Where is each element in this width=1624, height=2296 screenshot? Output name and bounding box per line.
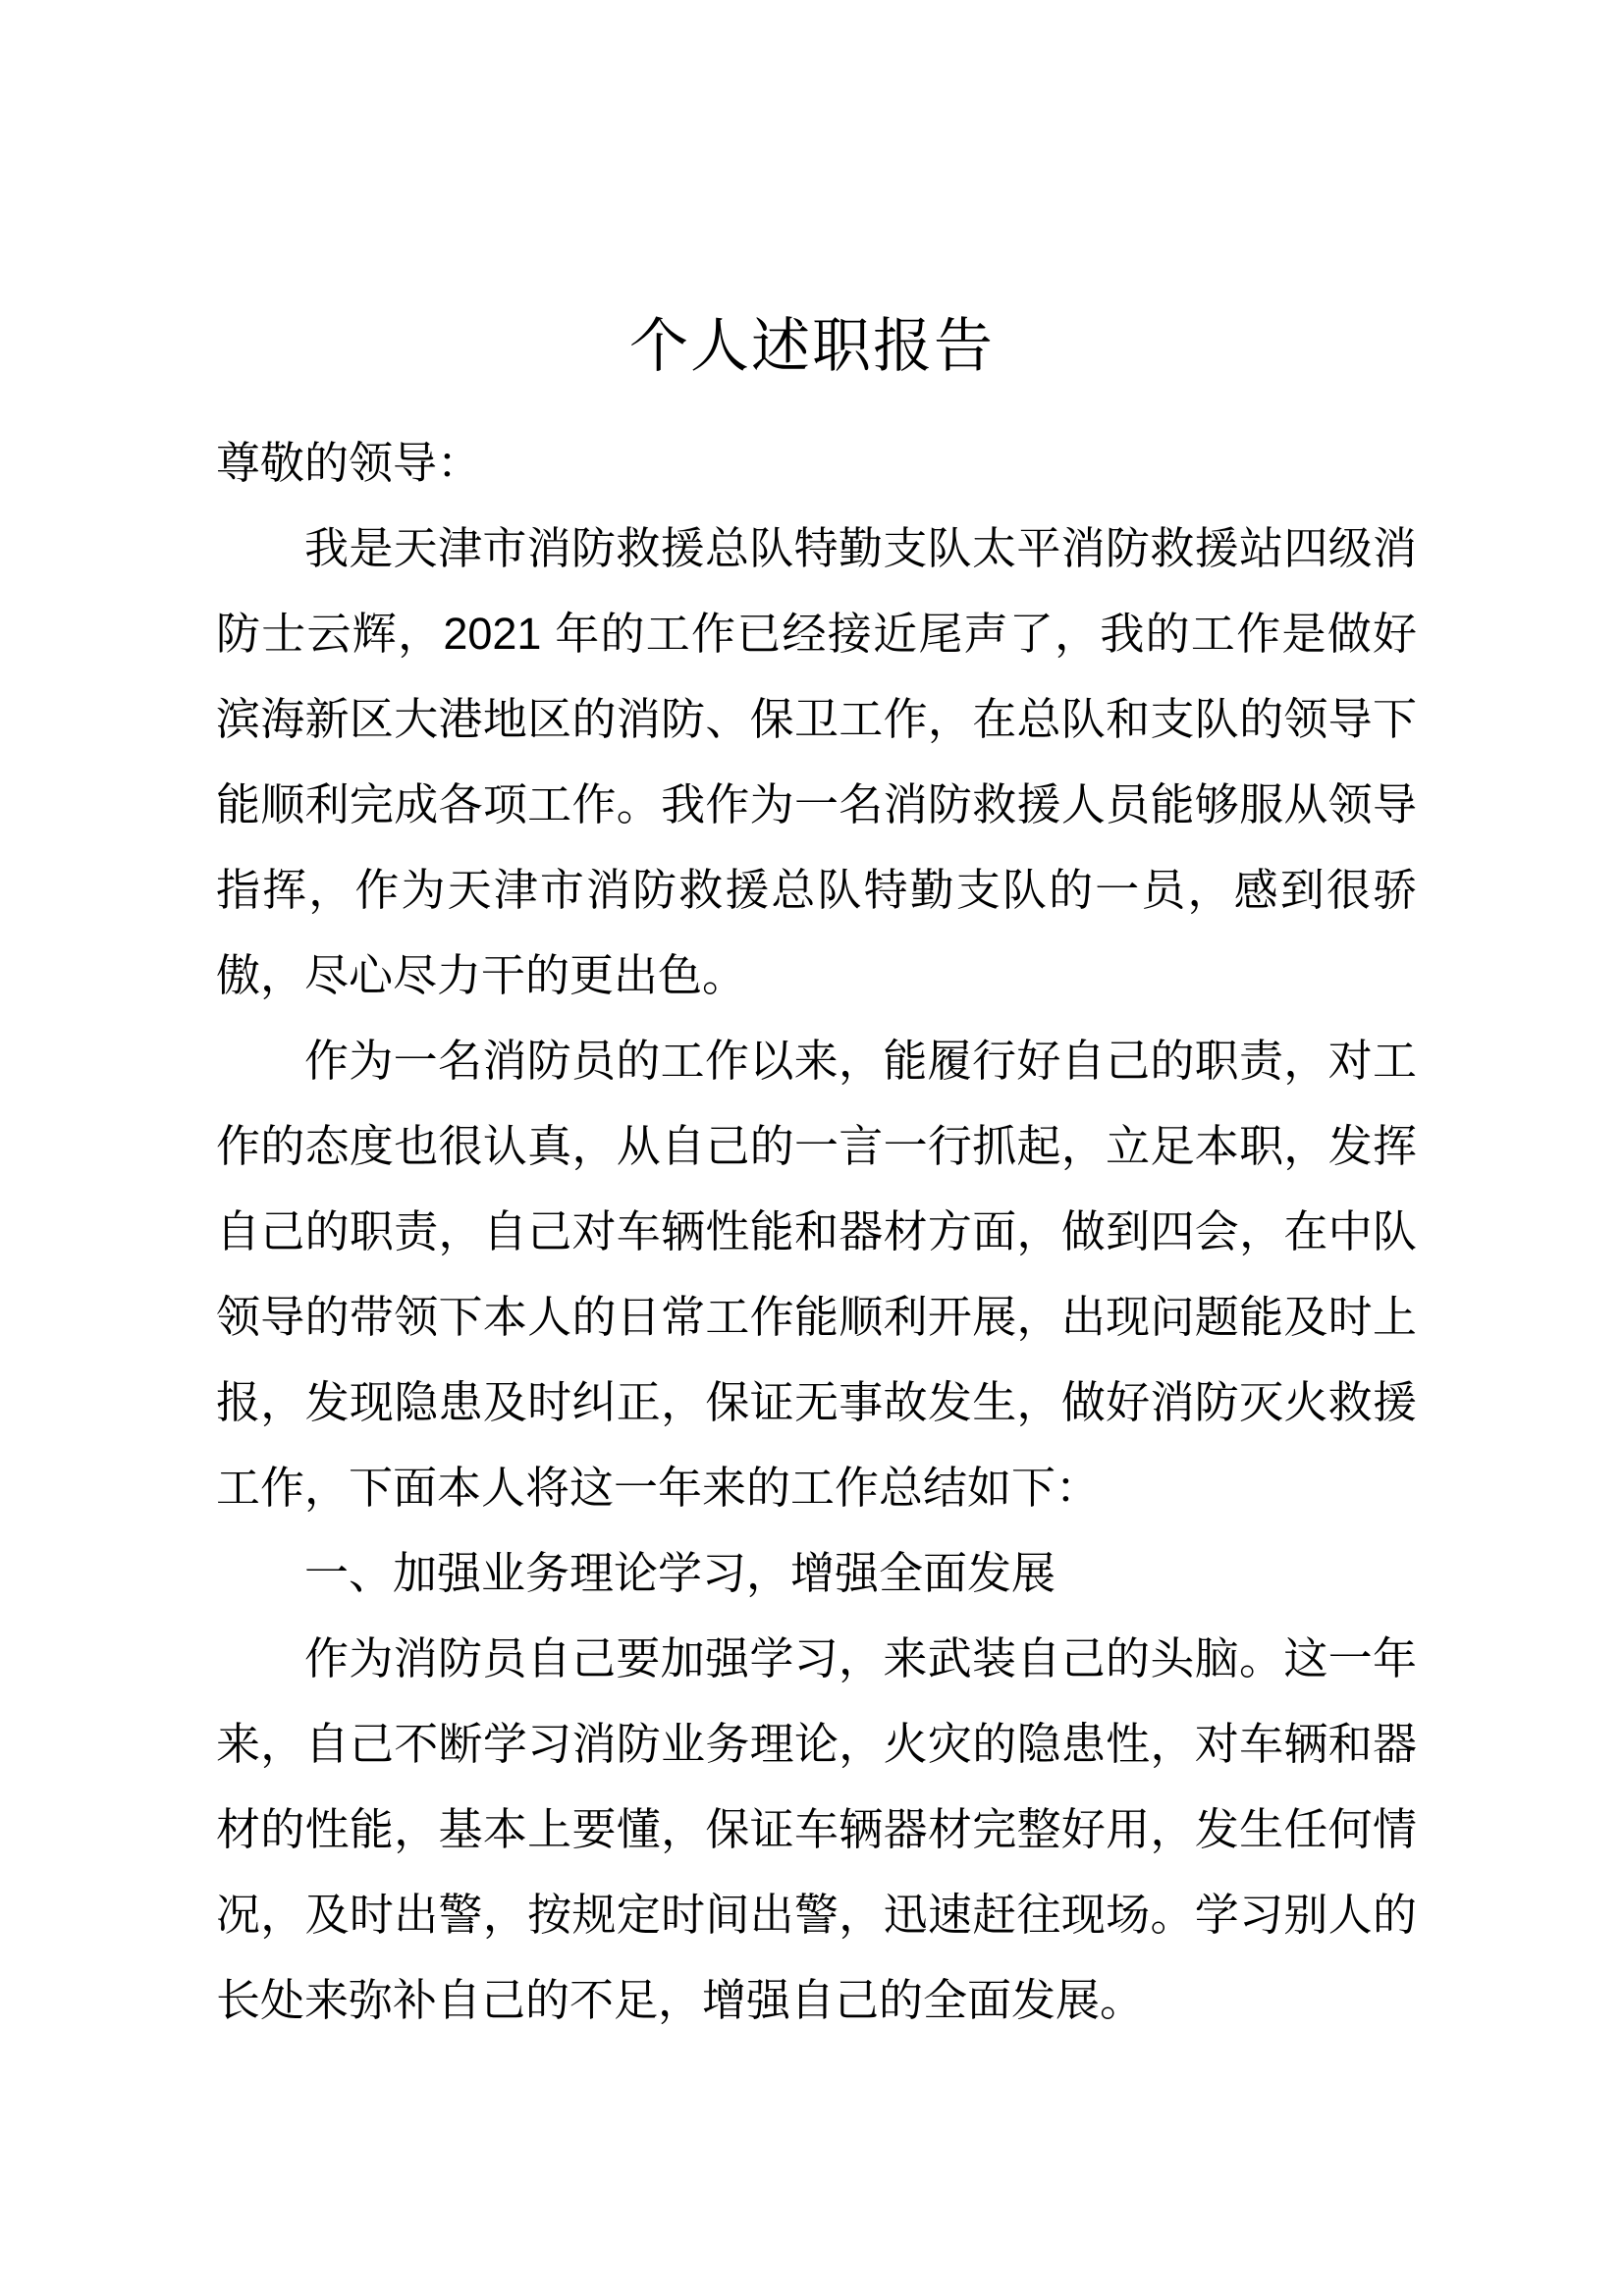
salutation-line: 尊敬的领导： (216, 438, 482, 488)
document-body (216, 420, 1417, 2043)
paragraph-intro: 我是天津市消防救援总队特勤支队太平消防救援站四级消防士云辉，2021 年的工作已经接近尾声了，我的工作是做好滨海新区大港地区的消防、保卫工作，在总队和支队的领导下能顺利完成各项工作。我作为一名消防救援人员能够服从领导指挥，作为天津市消防救援总队特勤支队的一员，感到很骄傲，尽心尽力干的更出色。 (216, 523, 1417, 1000)
section-heading-1: 一、加强业务理论学习，增强全面发展 (304, 1548, 1056, 1598)
paragraph-duties: 作为一名消防员的工作以来，能履行好自己的职责，对工作的态度也很认真，从自己的一言一行抓起，立足本职，发挥自己的职责，自己对车辆性能和器材方面，做到四会，在中队领导的带领下本人的日常工作能顺利开展，出现问题能及时上报，发现隐患及时纠正，保证无事故发生，做好消防灭火救援工作，下面本人将这一年来的工作总结如下： (216, 1036, 1417, 1513)
document-title: 个人述职报告 (629, 313, 995, 379)
paragraph-study: 作为消防员自己要加强学习，来武装自己的头脑。这一年来，自己不断学习消防业务理论，火灾的隐患性，对车辆和器材的性能，基本上要懂，保证车辆器材完整好用，发生任何情况，及时出警，按规定时间出警，迅速赶往现场。学习别人的长处来弥补自己的不足，增强自己的全面发展。 (216, 1633, 1417, 2025)
